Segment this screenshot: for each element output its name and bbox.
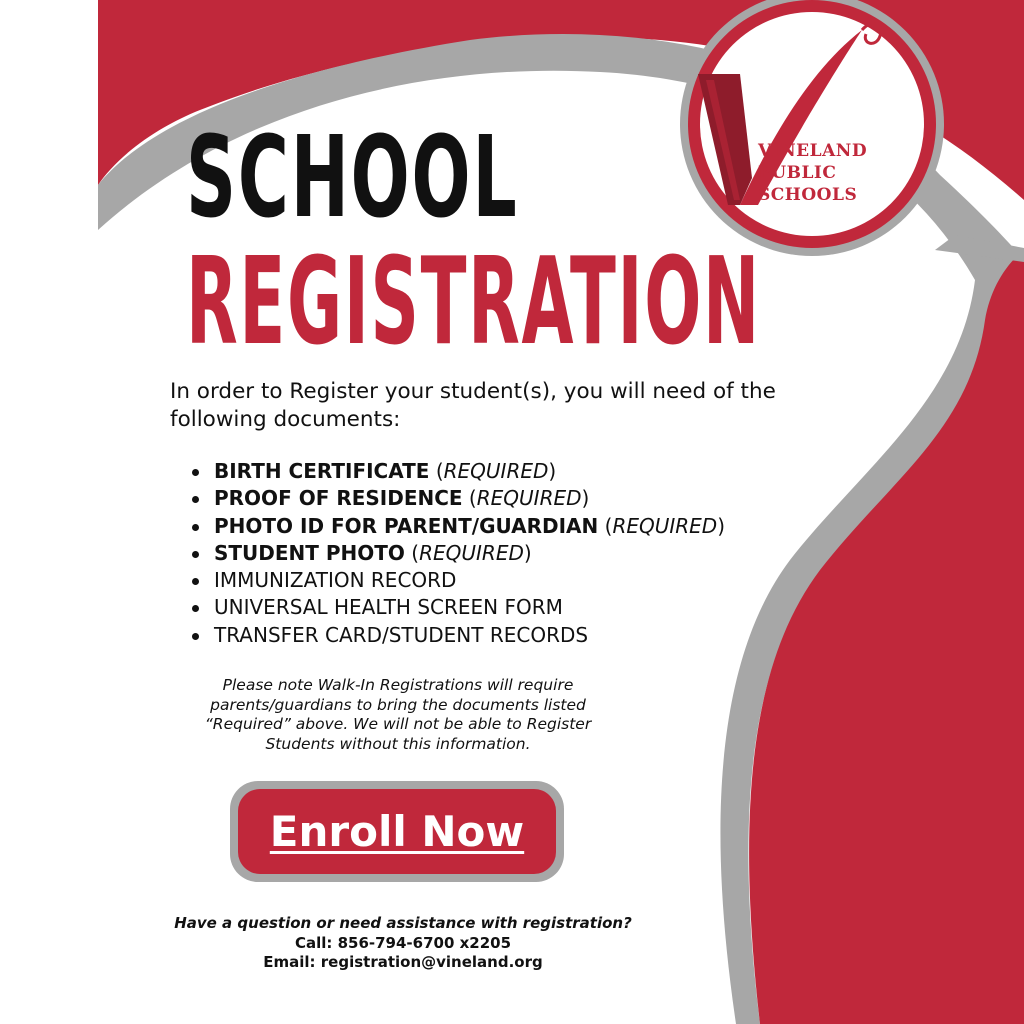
title-school: SCHOOL [186,113,519,243]
paren-close: ) [717,513,726,538]
required-label: REQUIRED [476,486,582,511]
title-registration: REGISTRATION [186,233,761,372]
document-item [190,485,725,512]
enroll-now-button[interactable] [230,781,564,882]
document-name: PHOTO ID FOR PARENT/GUARDIAN [214,513,599,538]
required-label: REQUIRED [419,540,524,565]
contact-phone: Call: 856-794-6700 x2205 [294,933,512,952]
paren-close: ) [548,459,557,483]
enroll-now-label[interactable]: Enroll Now [269,807,525,856]
document-name: BIRTH CERTIFICATE [214,459,430,483]
document-name: STUDENT PHOTO [214,540,405,565]
document-name: UNIVERSAL HEALTH SCREEN FORM [214,595,563,620]
document-item [190,513,725,540]
intro-text: In order to Register your student(s), you will need of the following documents: [170,379,776,432]
enroll-now-button-face [238,789,556,874]
walk-in-note: Please note Walk-In Registrations will require parents/guardians to bring the documents listed “Required” above. We will not be able to Register Students without this information. [204,676,592,753]
documents-list [190,458,725,649]
paren-close: ) [523,540,532,565]
paren-open: ( [598,513,613,538]
paren-open: ( [462,486,477,511]
document-item [190,594,725,621]
document-item [190,622,725,649]
right-red-wave [749,250,1024,1024]
document-item [190,458,725,485]
logo-line-2: PUBLIC [758,163,837,183]
required-label: REQUIRED [443,459,549,483]
paren-close: ) [581,486,590,511]
logo-wordmark [758,140,867,206]
paren-open: ( [404,540,420,565]
document-item [190,567,725,594]
contact-info [150,914,656,973]
logo-line-3: SCHOOLS [758,185,858,205]
contact-question: Have a question or need assistance with registration? [174,914,632,932]
paren-open: ( [429,459,444,483]
document-name: TRANSFER CARD/STUDENT RECORDS [214,622,589,647]
logo-line-1: VINELAND [758,141,868,161]
document-item [190,540,725,567]
contact-email: Email: registration@vineland.org [263,953,543,971]
document-name: IMMUNIZATION RECORD [214,568,457,593]
required-label: REQUIRED [612,513,718,538]
document-name: PROOF OF RESIDENCE [214,486,463,511]
